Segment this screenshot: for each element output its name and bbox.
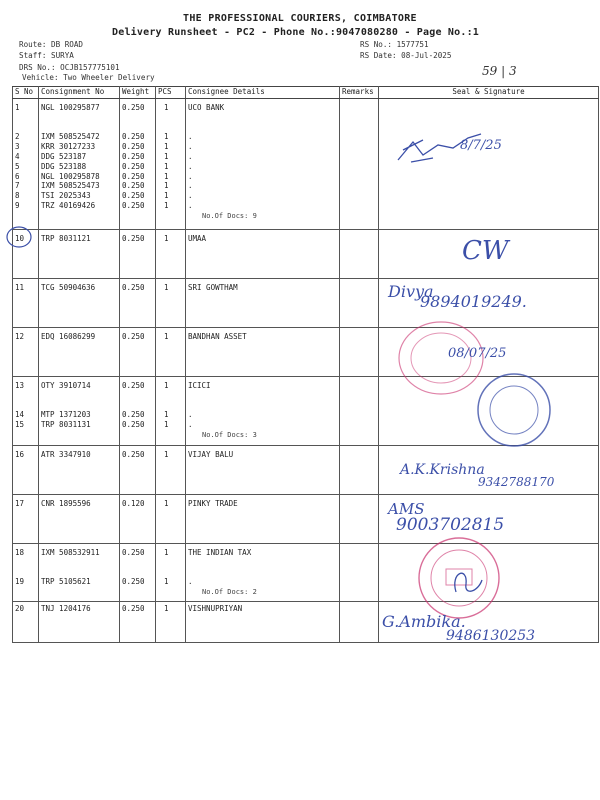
col-consignee: Consignee Details bbox=[186, 87, 340, 99]
signature-date-1: 8/7/25 bbox=[460, 138, 502, 153]
signature-20-name: G.Ambika. bbox=[382, 612, 466, 631]
table-row: 12 EDQ 16086299 0.250 1 BANDHAN ASSET bbox=[13, 328, 599, 377]
docs-count: No.Of Docs: 2 bbox=[202, 588, 257, 597]
vehicle: Vehicle: Two Wheeler Delivery bbox=[22, 73, 155, 82]
row-10-circle-mark bbox=[5, 225, 35, 251]
signature-10: CW bbox=[462, 236, 509, 266]
drs-number: DRS No.: OCJB157775101 bbox=[19, 63, 120, 72]
rs-date: RS Date: 08-Jul-2025 bbox=[360, 51, 452, 60]
table-row: 11 TCG 50904636 0.250 1 SRI GOWTHAM bbox=[13, 279, 599, 328]
signature-16-name: A.K.Krishna bbox=[400, 462, 485, 478]
signature-17-phone: 9003702815 bbox=[396, 515, 505, 535]
col-consignment: Consignment No bbox=[39, 87, 120, 99]
table-row: 20 TNJ 1204176 0.250 1 VISHNUPRIYAN bbox=[13, 602, 599, 643]
table-row: 10 TRP 8031121 0.250 1 UMAA bbox=[13, 230, 599, 279]
docs-count: No.Of Docs: 9 bbox=[202, 211, 257, 220]
docs-count: No.Of Docs: 3 bbox=[202, 430, 257, 439]
signature-17-name: AMS bbox=[388, 500, 425, 518]
runsheet-subtitle: Delivery Runsheet - PC2 - Phone No.:9047080280 - Page No.:1 bbox=[112, 27, 480, 38]
col-pcs: PCS bbox=[156, 87, 186, 99]
handwritten-page-count: 59 | 3 bbox=[482, 64, 517, 78]
table-row: 17 CNR 1895596 0.120 1 PINKY TRADE bbox=[13, 495, 599, 544]
table-row: 13 14 15 OTY 3910714 MTP 1371203 TRP 8031131 0.250 0.250 0.250 1 1 1 ICICI . . No.Of Docs: 3 bbox=[13, 377, 599, 446]
table-header-row bbox=[13, 87, 599, 99]
signature-20-phone: 9486130253 bbox=[446, 628, 536, 644]
company-title: THE PROFESSIONAL COURIERS, COIMBATORE bbox=[183, 13, 417, 24]
col-remarks: Remarks bbox=[340, 87, 379, 99]
signature-scribble-18 bbox=[448, 562, 488, 602]
staff: Staff: SURYA bbox=[19, 51, 74, 60]
col-signature: Seal & Signature bbox=[379, 87, 599, 99]
col-weight: Weight bbox=[120, 87, 156, 99]
signature-11-name: Divya bbox=[388, 282, 434, 301]
seal-stamp-round bbox=[474, 370, 554, 450]
table-row: 16 ATR 3347910 0.250 1 VIJAY BALU bbox=[13, 446, 599, 495]
col-sno: S No bbox=[13, 87, 39, 99]
signature-12-date: 08/07/25 bbox=[448, 346, 507, 361]
rs-number: RS No.: 1577751 bbox=[360, 40, 429, 49]
table-row: 1 2 3 4 5 6 7 8 9 NGL 100295877 IXM 508525472 KRR 30127233 DDG 523187 DDG 523188 NGL 100295878 IXM 508525473 TSI 2025343 TRZ 40169426 0.250 0.250 0.250 0.250 0.250 0.250 0.250 0.250 0.250 1 1 1 1 1 1 1 1 1 UCO BANK . . . . . . . . No.Of Docs: 9 bbox=[13, 99, 599, 230]
signature-11-phone: 9894019249. bbox=[420, 292, 527, 311]
table-row: 18 19 IXM 508532911 TRP 5105621 0.250 0.250 1 1 THE INDIAN TAX . No.Of Docs: 2 bbox=[13, 544, 599, 602]
signature-16-phone: 9342788170 bbox=[478, 475, 555, 489]
route: Route: DB ROAD bbox=[19, 40, 84, 49]
